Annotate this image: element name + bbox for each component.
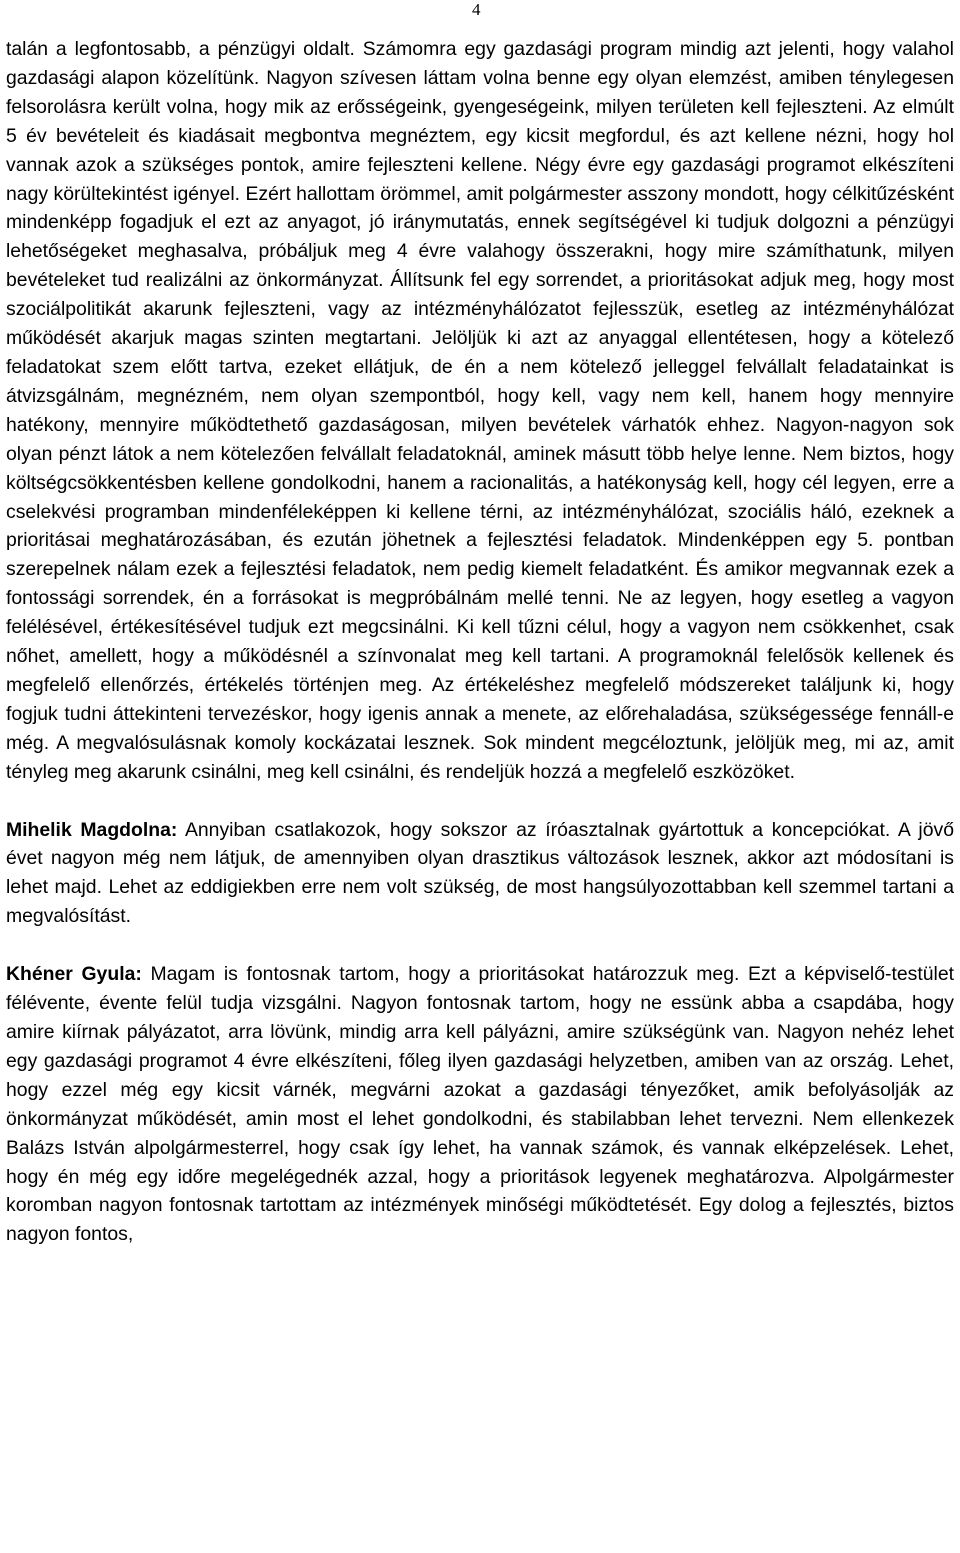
document-body [6, 35, 954, 1249]
speaker-name: Mihelik Magdolna: [6, 818, 178, 841]
speaker-name: Khéner Gyula: [6, 963, 142, 986]
page-number: 4 [472, 0, 481, 19]
paragraph [6, 960, 954, 1249]
paragraph [6, 816, 954, 932]
paragraph-text: Annyiban csatlakozok, hogy sokszor az íróasztalnak gyártottuk a koncepciókat. A jövő évet nagyon még nem látjuk, de amennyiben olyan drasztikus változások lesznek, akkor azt módosítani is lehet majd. Lehet az eddigiekben erre nem volt szükség, de most hangsúlyozottabban kell szemmel tartani a megvalósítást. [6, 818, 954, 928]
paragraph-text: talán a legfontosabb, a pénzügyi oldalt. Számomra egy gazdasági program mindig azt jelenti, hogy valahol gazdasági alapon közelítünk. Nagyon szívesen láttam volna benne egy olyan elemzést, amiben ténylegesen felsorolásra került volna, hogy mik az erősségeink, gyengeségeink, milyen területen kell fejleszteni. Az elmúlt 5 év bevételeit és kiadásait megbontva megnéztem, egy kicsit megfordul, és azt kellene nézni, hogy hol vannak azok a szükséges pontok, amire fejleszteni kellene. Négy évre egy gazdasági programot elkészíteni nagy körültekintést igényel. Ezért hallottam örömmel, amit polgármester asszony mondott, hogy célkitűzésként mindenképp fogadjuk el ezt az anyagot, jó iránymutatás, ennek segítségével ki tudjuk dolgozni a pénzügyi lehetőségeket meghasalva, próbáljuk meg 4 évre valahogy összerakni, hogy mire számíthatunk, milyen bevételeket tud realizálni az önkormányzat. Állítsunk fel egy sorrendet, a prioritásokat adjuk meg, hogy most szociálpolitikát akarunk fejleszteni, vagy az intézményhálózatot fejlesszük, esetleg az intézményhálózat működését akarjuk magas szinten megtartani. Jelöljük ki azt az anyaggal ellentétesen, hogy a kötelező feladatokat szem előtt tartva, ezeket ellátjuk, de én a nem kötelező jelleggel felvállalt feladatainkat is átvizsgálnám, megnézném, nem olyan szempontból, hogy kell, vagy nem kell, hanem hogy mennyire hatékony, mennyire működtethető gazdaságosan, milyen bevételek várhatók ehhez. Nagyon-nagyon sok olyan pénzt látok a nem kötelezően felvállalt feladatoknál, aminek másutt több helye lenne. Nem biztos, hogy költségcsökkentésben kellene gondolkodni, hanem a racionalitás, a hatékonyság kell, hogy cél legyen, erre a cselekvési programban mindenféleképpen ki kellene térni, az intézményhálózat, szociális háló, ezeknek a prioritásai meghatározásában, és ezután jöhetnek a fejlesztési feladatok. Mindenképpen egy 5. pontban szerepelnek nálam ezek a fejlesztési feladatok, nem pedig kiemelt feladatként. És amikor megvannak ezek a fontossági sorrendek, én a forrásokat is megpróbálnám mellé tenni. Ne az legyen, hogy esetleg a vagyon felélésével, értékesítésével tudjuk ezt megcsinálni. Ki kell tűzni célul, hogy a vagyon nem csökkenhet, csak nőhet, amellett, hogy a működésnél a színvonalat meg kell tartani. A programoknál felelősök kellenek és megfelelő ellenőrzés, értékelés történjen meg. Az értékeléshez megfelelő módszereket találjunk ki, hogy fogjuk tudni áttekinteni tervezéskor, hogy igenis annak a menete, az előrehaladása, szükségessége fennáll-e még. A megvalósulásnak komoly kockázatai lesznek. Sok mindent megcéloztunk, jelöljük meg, mi az, amit tényleg meg akarunk csinálni, meg kell csinálni, és rendeljük hozzá a megfelelő eszközöket. [6, 38, 954, 783]
paragraph [6, 35, 954, 787]
paragraph-text: Magam is fontosnak tartom, hogy a prioritásokat határozzuk meg. Ezt a képviselő-testület félévente, évente felül tudja vizsgálni. Nagyon fontosnak tartom, hogy ne essünk abba a csapdába, hogy amire kiírnak pályázatot, arra lövünk, mindig arra kell pályázni, amire szükségünk van. Nagyon nehéz lehet egy gazdasági programot 4 évre elkészíteni, főleg ilyen gazdasági helyzetben, amiben van az ország. Lehet, hogy ezzel még egy kicsit várnék, megvárni azokat a gazdasági tényezőket, amik befolyásolják az önkormányzat működését, amin most el lehet gondolkodni, és stabilabban lehet tervezni. Nem ellenkezek Balázs István alpolgármesterrel, hogy csak így lehet, ha vannak számok, és vannak elképzelések. Lehet, hogy én még egy időre megelégednék azzal, hogy a prioritások legyenek meghatározva. Alpolgármester koromban nagyon fontosnak tartottam az intézmények minőségi működtetését. Egy dolog a fejlesztés, biztos nagyon fontos, [6, 963, 954, 1246]
